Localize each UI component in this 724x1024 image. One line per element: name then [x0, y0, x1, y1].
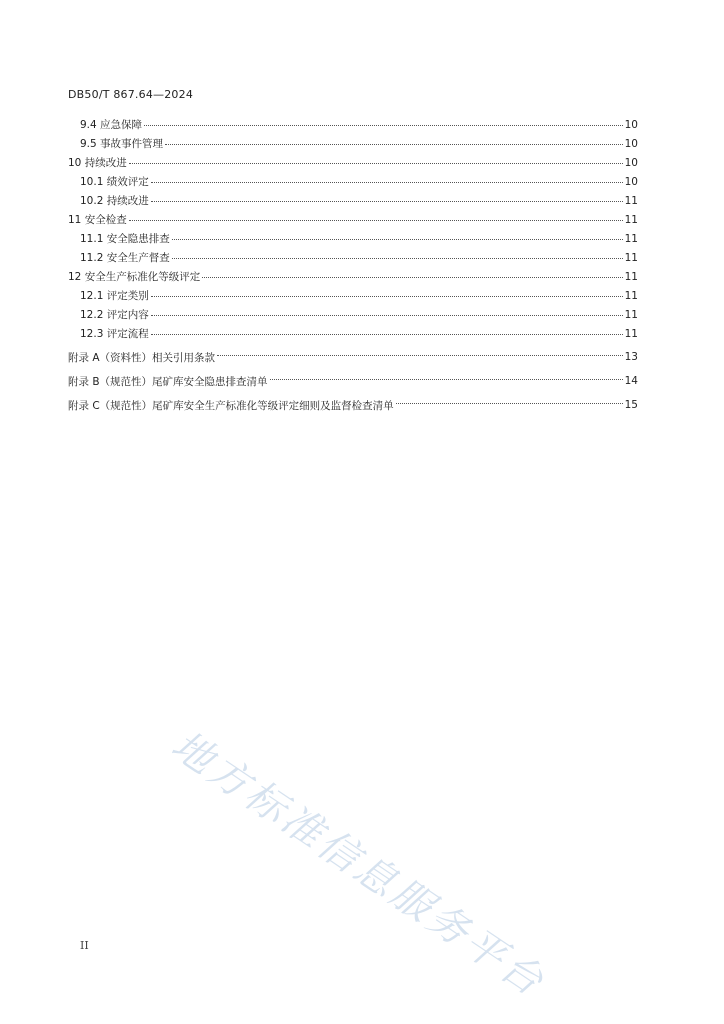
toc-entry-title: 9.4 应急保障 — [80, 119, 143, 131]
toc-entry-title: 10.2 持续改进 — [80, 195, 149, 207]
toc-entry-11[interactable] — [68, 212, 638, 231]
toc-entry-11-2[interactable] — [68, 250, 638, 269]
toc-entry-9-5[interactable] — [68, 136, 638, 155]
toc-entry-title: 12.1 评定类别 — [80, 290, 149, 302]
toc-entry-10[interactable] — [68, 155, 638, 174]
toc-entry-page: 10 — [624, 138, 638, 150]
toc-entry-page: 11 — [624, 271, 638, 283]
toc-leader-dots — [217, 354, 623, 356]
toc-leader-dots — [151, 181, 623, 183]
toc-leader-dots — [165, 143, 623, 145]
toc-appendix-a[interactable] — [68, 345, 638, 369]
toc-entry-page: 11 — [624, 309, 638, 321]
toc-leader-dots — [396, 402, 623, 404]
toc-entry-page: 13 — [624, 351, 638, 363]
toc-entry-page: 11 — [624, 290, 638, 302]
toc-entry-title: 附录 B（规范性）尾矿库安全隐患排查清单 — [68, 375, 268, 388]
toc-entry-page: 11 — [624, 328, 638, 340]
toc-leader-dots — [270, 378, 623, 380]
toc-entry-9-4[interactable] — [68, 117, 638, 136]
toc-entry-page: 10 — [624, 176, 638, 188]
toc-entry-title: 11.1 安全隐患排查 — [80, 233, 170, 245]
toc-leader-dots — [202, 276, 622, 278]
toc-leader-dots — [151, 295, 623, 297]
watermark: 地方标准信息服务平台 — [163, 722, 554, 1007]
toc-entry-title: 10.1 绩效评定 — [80, 176, 149, 188]
table-of-contents — [68, 117, 638, 417]
toc-entry-12-3[interactable] — [68, 326, 638, 345]
toc-entry-title: 12.2 评定内容 — [80, 309, 149, 321]
toc-entry-11-1[interactable] — [68, 231, 638, 250]
toc-leader-dots — [144, 124, 623, 126]
toc-entry-page: 11 — [624, 214, 638, 226]
toc-entry-page: 10 — [624, 119, 638, 131]
toc-entry-page: 15 — [624, 399, 638, 411]
toc-appendix-b[interactable] — [68, 369, 638, 393]
toc-leader-dots — [129, 162, 623, 164]
toc-entry-page: 11 — [624, 195, 638, 207]
toc-leader-dots — [172, 257, 623, 259]
toc-entry-page: 11 — [624, 252, 638, 264]
toc-entry-title: 11 安全检查 — [68, 214, 127, 226]
toc-entry-page: 10 — [624, 157, 638, 169]
toc-entry-title: 12.3 评定流程 — [80, 328, 149, 340]
toc-leader-dots — [129, 219, 623, 221]
toc-entry-10-1[interactable] — [68, 174, 638, 193]
toc-entry-12[interactable] — [68, 269, 638, 288]
toc-entry-title: 10 持续改进 — [68, 157, 127, 169]
toc-entry-title: 11.2 安全生产督查 — [80, 252, 170, 264]
toc-appendix-c[interactable] — [68, 393, 638, 417]
toc-entry-12-1[interactable] — [68, 288, 638, 307]
toc-entry-page: 11 — [624, 233, 638, 245]
toc-leader-dots — [172, 238, 623, 240]
toc-entry-12-2[interactable] — [68, 307, 638, 326]
toc-entry-title: 附录 A（资料性）相关引用条款 — [68, 351, 216, 364]
toc-entry-page: 14 — [624, 375, 638, 387]
toc-entry-10-2[interactable] — [68, 193, 638, 212]
toc-entry-title: 12 安全生产标准化等级评定 — [68, 271, 201, 283]
toc-leader-dots — [151, 333, 623, 335]
document-code: DB50/T 867.64—2024 — [68, 88, 194, 101]
toc-entry-title: 附录 C（规范性）尾矿库安全生产标准化等级评定细则及监督检查清单 — [68, 399, 394, 412]
toc-entry-title: 9.5 事故事件管理 — [80, 138, 164, 150]
toc-leader-dots — [151, 314, 623, 316]
page-number: II — [80, 939, 89, 952]
toc-leader-dots — [151, 200, 623, 202]
